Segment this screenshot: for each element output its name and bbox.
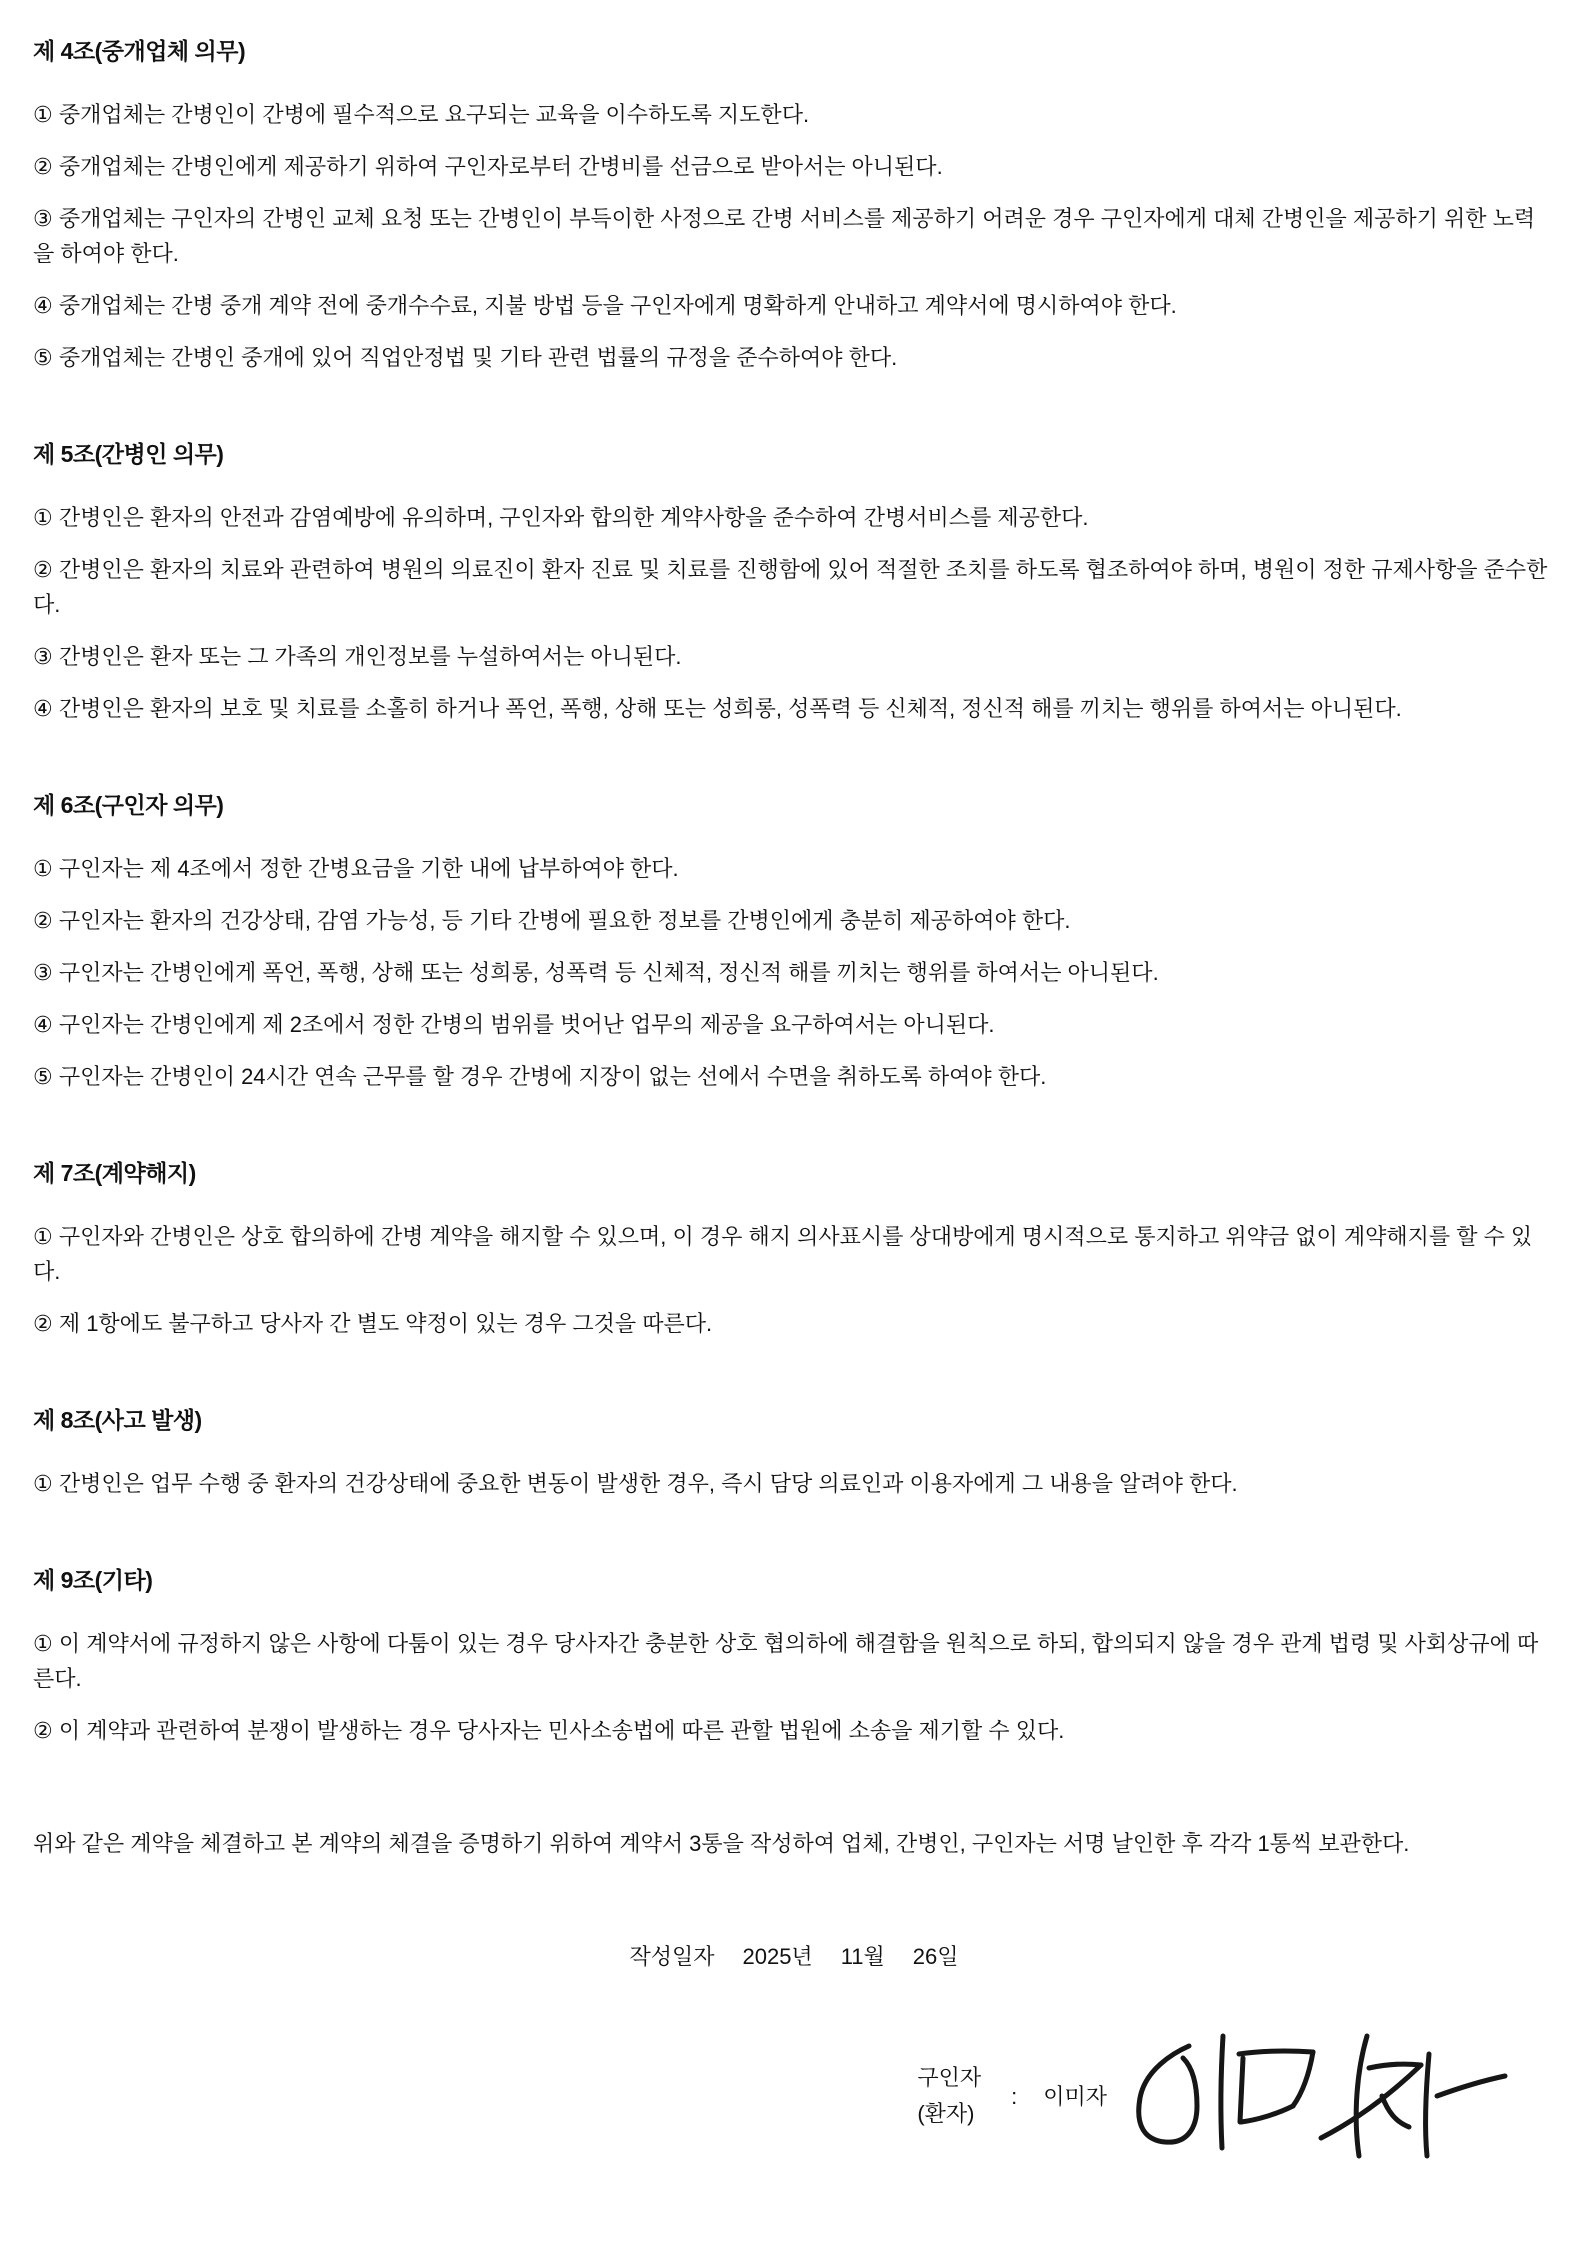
closing-statement: 위와 같은 계약을 체결하고 본 계약의 체결을 증명하기 위하여 계약서 3통을 작성하여 업체, 간병인, 구인자는 서명 날인한 후 각각 1통씩 보관한다. xyxy=(33,1831,1410,1856)
article-5-item-2: ② 간병인은 환자의 치료와 관련하여 병원의 의료진이 환자 진료 및 치료를 진행함에 있어 적절한 조치를 하도록 협조하여야 하며, 병원이 정한 규제사항을 준수한다. xyxy=(33,557,1548,617)
signature-party-line2: (환자) xyxy=(917,2101,975,2126)
article-9 xyxy=(33,1563,1555,1748)
date-day: 26일 xyxy=(912,1944,959,1969)
article-4-item-2: ② 중개업체는 간병인에게 제공하기 위하여 구인자로부터 간병비를 선금으로 받아서는 아니된다. xyxy=(33,154,943,179)
article-7-item-1: ① 구인자와 간병인은 상호 합의하에 간병 계약을 해지할 수 있으며, 이 경우 해지 의사표시를 상대방에게 명시적으로 통지하고 위약금 없이 계약해지를 할 수 있다. xyxy=(33,1224,1533,1284)
date-month: 11월 xyxy=(840,1944,885,1969)
article-4 xyxy=(33,34,1555,375)
article-4-item-5: ⑤ 중개업체는 간병인 중개에 있어 직업안정법 및 기타 관련 법률의 규정을 준수하여야 한다. xyxy=(33,345,898,370)
article-5-item-4: ④ 간병인은 환자의 보호 및 치료를 소홀히 하거나 폭언, 폭행, 상해 또는 성희롱, 성폭력 등 신체적, 정신적 해를 끼치는 행위를 하여서는 아니된다. xyxy=(33,696,1402,721)
signature-party-label xyxy=(917,2060,981,2132)
article-4-heading: 제 4조(중개업체 의무) xyxy=(33,38,246,64)
article-5 xyxy=(33,437,1555,726)
article-7-item-2: ② 제 1항에도 불구하고 당사자 간 별도 약정이 있는 경우 그것을 따른다. xyxy=(33,1311,713,1336)
date-line xyxy=(33,1939,1555,1974)
article-8 xyxy=(33,1403,1555,1501)
article-6-item-3: ③ 구인자는 간병인에게 폭언, 폭행, 상해 또는 성희롱, 성폭력 등 신체적, 정신적 해를 끼치는 행위를 하여서는 아니된다. xyxy=(33,960,1159,985)
article-6-item-4: ④ 구인자는 간병인에게 제 2조에서 정한 간병의 범위를 벗어난 업무의 제공을 요구하여서는 아니된다. xyxy=(33,1012,995,1037)
date-label: 작성일자 xyxy=(629,1944,715,1969)
signature-colon: : xyxy=(1011,2083,1018,2109)
date-year: 2025년 xyxy=(742,1944,813,1969)
handwritten-signature-scribble xyxy=(1125,2030,1515,2162)
article-8-heading: 제 8조(사고 발생) xyxy=(33,1407,202,1433)
article-6-item-2: ② 구인자는 환자의 건강상태, 감염 가능성, 등 기타 간병에 필요한 정보를 간병인에게 충분히 제공하여야 한다. xyxy=(33,908,1071,933)
article-6 xyxy=(33,788,1555,1094)
article-4-item-4: ④ 중개업체는 간병 중개 계약 전에 중개수수료, 지불 방법 등을 구인자에게 명확하게 안내하고 계약서에 명시하여야 한다. xyxy=(33,293,1177,318)
article-8-item-1: ① 간병인은 업무 수행 중 환자의 건강상태에 중요한 변동이 발생한 경우, 즉시 담당 의료인과 이용자에게 그 내용을 알려야 한다. xyxy=(33,1471,1238,1496)
article-5-item-1: ① 간병인은 환자의 안전과 감염예방에 유의하며, 구인자와 합의한 계약사항을 준수하여 간병서비스를 제공한다. xyxy=(33,505,1089,530)
article-9-item-2: ② 이 계약과 관련하여 분쟁이 발생하는 경우 당사자는 민사소송법에 따른 관할 법원에 소송을 제기할 수 있다. xyxy=(33,1718,1065,1743)
article-5-item-3: ③ 간병인은 환자 또는 그 가족의 개인정보를 누설하여서는 아니된다. xyxy=(33,644,682,669)
signature-party-line1: 구인자 xyxy=(917,2065,982,2090)
article-9-item-1: ① 이 계약서에 규정하지 않은 사항에 다툼이 있는 경우 당사자간 충분한 상호 협의하에 해결함을 원칙으로 하되, 합의되지 않을 경우 관계 법령 및 사회상규에 따른다. xyxy=(33,1631,1539,1691)
article-5-heading: 제 5조(간병인 의무) xyxy=(33,441,224,467)
article-6-heading: 제 6조(구인자 의무) xyxy=(33,792,224,818)
article-4-item-3: ③ 중개업체는 구인자의 간병인 교체 요청 또는 간병인이 부득이한 사정으로 간병 서비스를 제공하기 어려운 경우 구인자에게 대체 간병인을 제공하기 위한 노력을 하여야 한다. xyxy=(33,206,1536,266)
article-9-heading: 제 9조(기타) xyxy=(33,1567,153,1593)
signature-row xyxy=(33,2026,1555,2166)
article-4-item-1: ① 중개업체는 간병인이 간병에 필수적으로 요구되는 교육을 이수하도록 지도한다. xyxy=(33,102,810,127)
article-7-heading: 제 7조(계약해지) xyxy=(33,1160,196,1186)
signer-name: 이미자 xyxy=(1043,2083,1107,2109)
article-6-item-5: ⑤ 구인자는 간병인이 24시간 연속 근무를 할 경우 간병에 지장이 없는 선에서 수면을 취하도록 하여야 한다. xyxy=(33,1064,1047,1089)
article-6-item-1: ① 구인자는 제 4조에서 정한 간병요금을 기한 내에 납부하여야 한다. xyxy=(33,856,679,881)
article-7 xyxy=(33,1156,1555,1341)
